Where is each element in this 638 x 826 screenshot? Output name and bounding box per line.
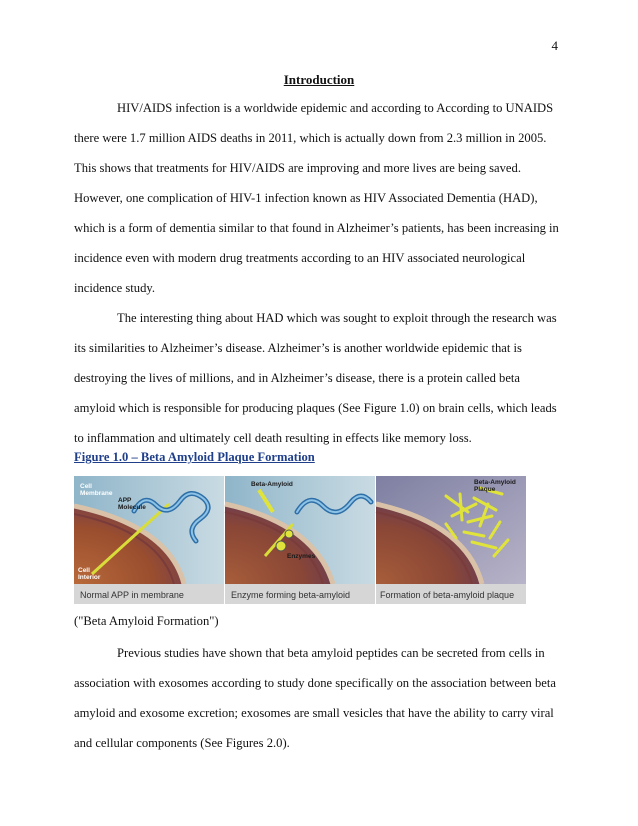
svg-text:Membrane: Membrane — [80, 490, 113, 497]
paragraph-1 — [74, 93, 574, 303]
figure-panel-2 — [225, 476, 375, 604]
section-heading: Introduction — [283, 72, 355, 87]
beta-amyloid-figure — [74, 476, 526, 604]
label-cell-interior: Cell — [78, 567, 90, 574]
text-line: amyloid and exosome excretion; exosomes are small vesicles that have the ability to carry viral — [74, 706, 554, 720]
text-line: and cellular components (See Figures 2.0). — [74, 736, 290, 750]
panel-3-caption: Formation of beta-amyloid plaque — [380, 590, 515, 600]
text-line: However, one complication of HIV-1 infection known as HIV Associated Dementia (HAD), — [74, 191, 538, 205]
text-line: incidence study. — [74, 281, 156, 295]
paragraph-3 — [74, 638, 574, 758]
figure-panel-1 — [74, 476, 224, 604]
svg-text:Interior: Interior — [78, 574, 101, 581]
svg-text:Plaque: Plaque — [474, 486, 496, 493]
svg-text:Molecule: Molecule — [118, 504, 146, 511]
label-beta-amyloid: Beta-Amyloid — [251, 481, 293, 488]
panel-2-caption: Enzyme forming beta-amyloid — [231, 590, 351, 600]
paragraph-2 — [74, 303, 574, 453]
label-beta-amyloid-plaque: Beta-Amyloid — [474, 479, 516, 486]
text-line: incidence even with modern drug treatments according to an HIV associated neurological — [74, 251, 526, 265]
page-number: 4 — [551, 38, 558, 53]
text-line: amyloid which is responsible for producing plaques (See Figure 1.0) on brain cells, which leads — [74, 401, 557, 415]
panel-1-caption: Normal APP in membrane — [80, 590, 184, 600]
label-app-molecule: APP — [118, 497, 132, 504]
text-line: destroying the lives of millions, and in Alzheimer’s disease, there is a protein called beta — [74, 371, 521, 385]
text-line: The interesting thing about HAD which was sought to exploit through the research was — [117, 311, 557, 325]
text-line: its similarities to Alzheimer’s disease. Alzheimer’s is another worldwide epidemic that is — [74, 341, 522, 355]
text-line: This shows that treatments for HIV/AIDS are improving and more lives are being saved. — [74, 161, 521, 175]
text-line: to inflammation and ultimately cell death resulting in effects like memory loss. — [74, 431, 472, 445]
text-line: there were 1.7 million AIDS deaths in 2011, which is actually down from 2.3 million in 2005. — [74, 131, 547, 145]
text-line: HIV/AIDS infection is a worldwide epidemic and according to According to UNAIDS — [117, 101, 554, 115]
text-line: Previous studies have shown that beta amyloid peptides can be secreted from cells in — [117, 646, 545, 660]
figure-panel-3 — [376, 476, 526, 604]
figure-citation: ("Beta Amyloid Formation") — [74, 614, 219, 628]
text-line: association with exosomes according to study done specifically on the association between beta — [74, 676, 556, 690]
text-line: which is a form of dementia similar to that found in Alzheimer’s patients, has been increasing in — [74, 221, 559, 235]
label-enzymes: Enzymes — [287, 553, 316, 560]
label-cell-membrane: Cell — [80, 483, 92, 490]
figure-caption: Figure 1.0 – Beta Amyloid Plaque Formation — [74, 450, 315, 464]
